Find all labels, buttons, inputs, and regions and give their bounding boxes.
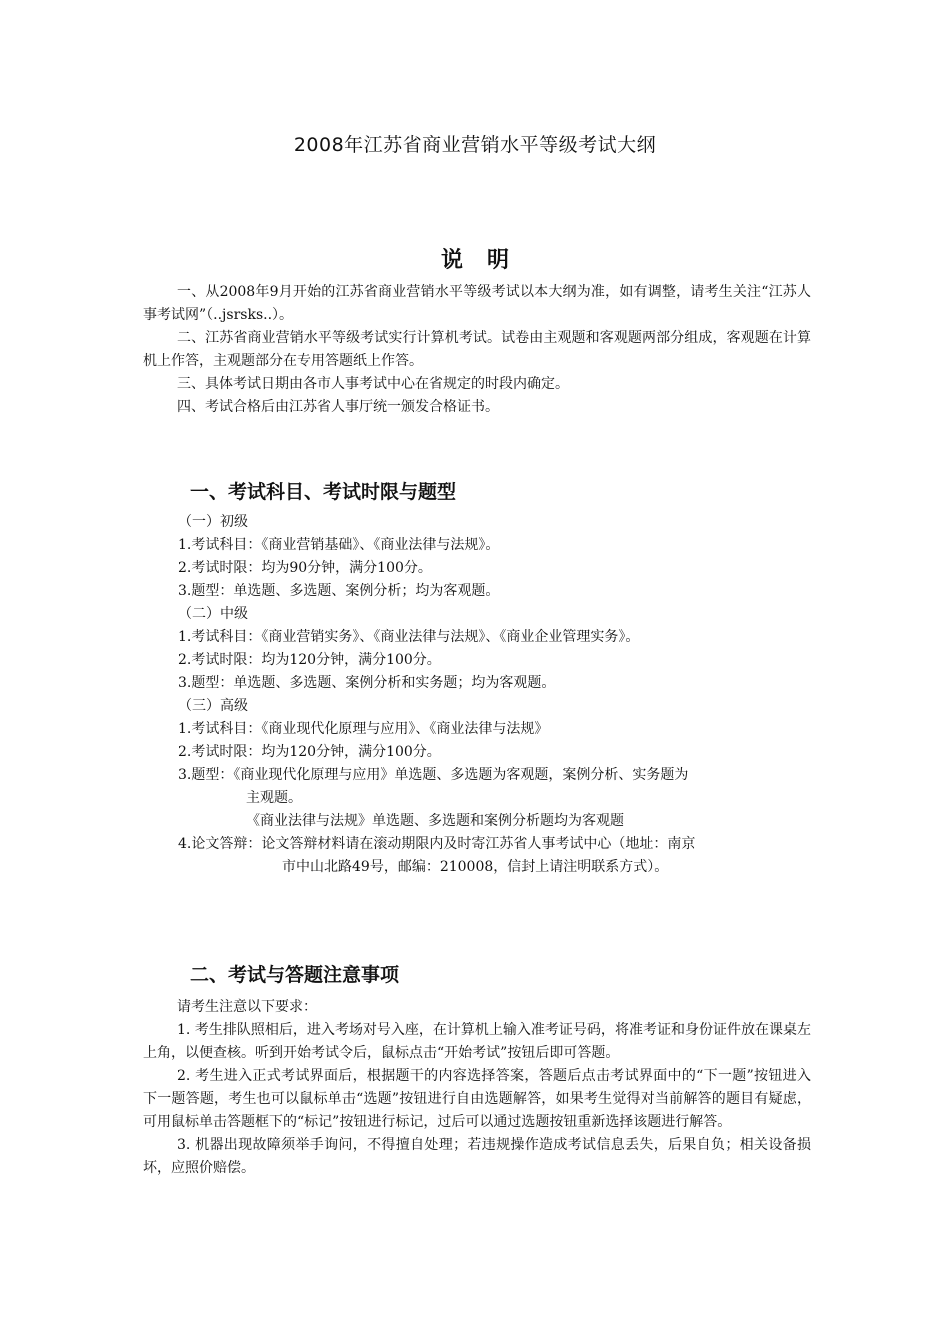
- list-item-continuation: 《商业法律与法规》单选题、多选题和案例分析题均为客观题: [246, 813, 624, 829]
- level-heading-junior: （一）初级: [178, 514, 248, 530]
- section2-heading: 二、考试与答题注意事项: [190, 964, 400, 986]
- list-item: 1.考试科目：《商业营销基础》、《商业法律与法规》。: [178, 537, 500, 553]
- list-item-continuation: 主观题。: [246, 790, 302, 806]
- list-item-continuation: 市中山北路49号，邮编：210008，信封上请注明联系方式）。: [282, 859, 669, 875]
- list-item: 2.考试时限：均为120分钟，满分100分。: [178, 652, 441, 668]
- list-item: 3.题型：《商业现代化原理与应用》单选题、多选题为客观题，案例分析、实务题为: [178, 767, 689, 783]
- level-heading-intermediate: （二）中级: [178, 606, 248, 622]
- section2-paragraph: 3. 机器出现故障须举手询问，不得擅自处理；若违规操作造成考试信息丢失，后果自负；相关设备损坏，应照价赔偿。: [143, 1137, 811, 1176]
- list-item: 1.考试科目：《商业现代化原理与应用》、《商业法律与法规》: [178, 721, 549, 737]
- list-item: 2.考试时限：均为90分钟，满分100分。: [178, 560, 432, 576]
- list-item: 4.论文答辩：论文答辩材料请在滚动期限内及时寄江苏省人事考试中心（地址：南京: [178, 836, 696, 852]
- level-heading-senior: （三）高级: [178, 698, 248, 714]
- intro-paragraphs: [143, 281, 811, 419]
- list-item: 2.考试时限：均为120分钟，满分100分。: [178, 744, 441, 760]
- list-item: 3.题型：单选题、多选题、案例分析；均为客观题。: [178, 583, 500, 599]
- intro-paragraph: 一、从2008年9月开始的江苏省商业营销水平等级考试以本大纲为准，如有调整，请考生关注“江苏人事考试网”（..jsrsks..）。: [143, 284, 811, 323]
- section1-list: [178, 511, 818, 879]
- document-title: 2008年江苏省商业营销水平等级考试大纲: [293, 134, 657, 156]
- section2-paragraph: 请考生注意以下要求：: [177, 999, 317, 1015]
- intro-paragraph: 三、具体考试日期由各市人事考试中心在省规定的时段内确定。: [177, 376, 569, 392]
- section1-heading: 一、考试科目、考试时限与题型: [190, 481, 457, 503]
- section2-paragraph: 2. 考生进入正式考试界面后，根据题干的内容选择答案，答题后点击考试界面中的“下一题”按钮进入下一题答题，考生也可以鼠标单击“选题”按钮进行自由选题解答，如果考生觉得对当前解答的题目有疑虑，可用鼠标单击答题框下的“标记”按钮进行标记，过后可以通过选题按钮重新选择该题进行解答。: [143, 1068, 811, 1130]
- intro-heading: 说明: [440, 248, 533, 273]
- section2-paragraph: 1. 考生排队照相后，进入考场对号入座，在计算机上输入准考证号码，将准考证和身份证件放在课桌左上角，以便查核。听到开始考试令后，鼠标点击“开始考试”按钮后即可答题。: [143, 1022, 811, 1061]
- section2-paragraphs: [143, 996, 811, 1180]
- intro-paragraph: 二、江苏省商业营销水平等级考试实行计算机考试。试卷由主观题和客观题两部分组成，客观题在计算机上作答，主观题部分在专用答题纸上作答。: [143, 330, 811, 369]
- list-item: 3.题型：单选题、多选题、案例分析和实务题；均为客观题。: [178, 675, 556, 691]
- intro-paragraph: 四、考试合格后由江苏省人事厅统一颁发合格证书。: [177, 399, 499, 415]
- list-item: 1.考试科目：《商业营销实务》、《商业法律与法规》、《商业企业管理实务》。: [178, 629, 640, 645]
